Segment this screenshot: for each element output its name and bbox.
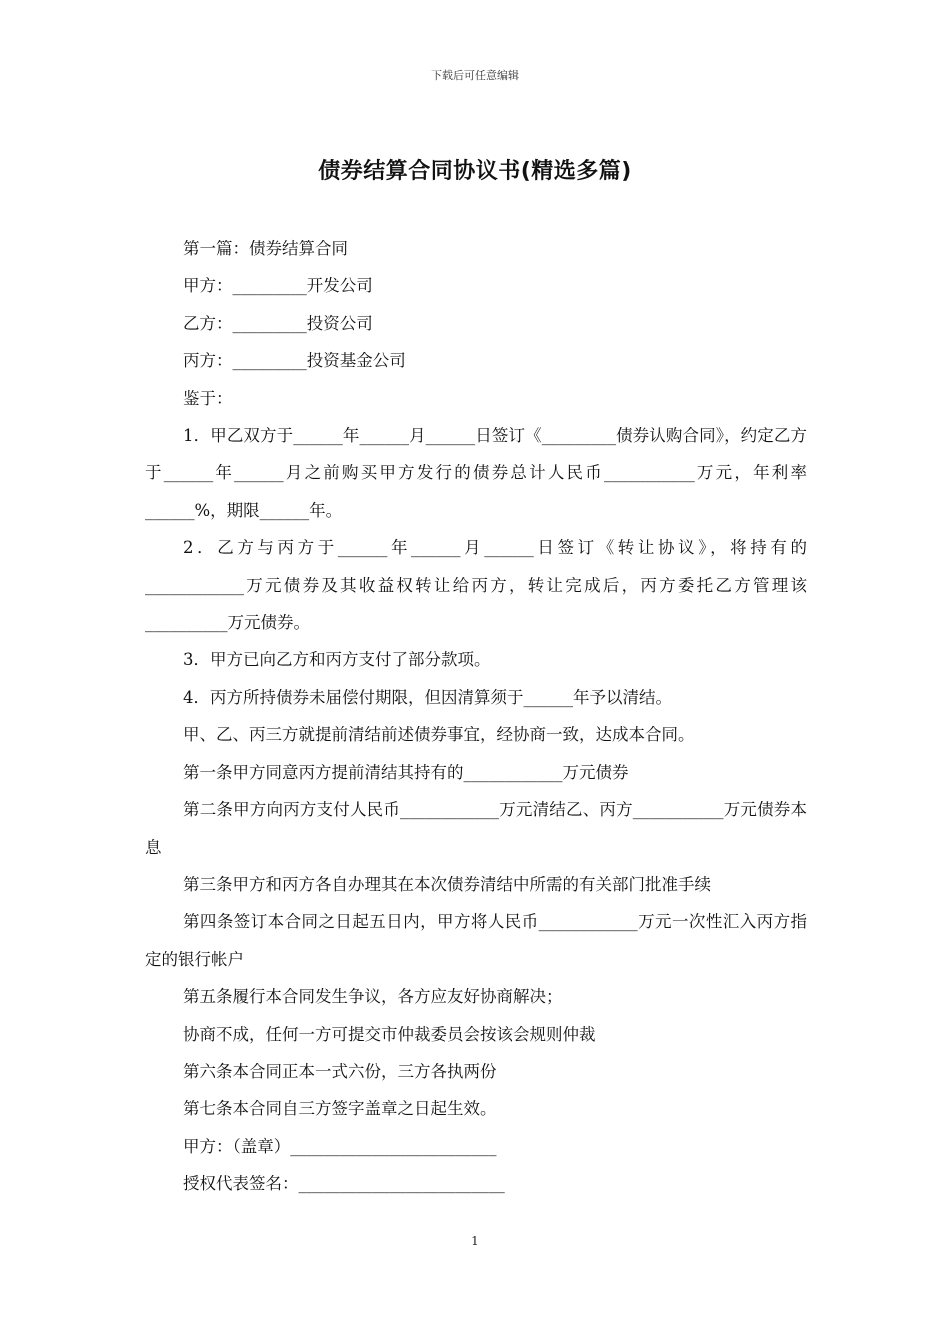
paragraph-article-6: 第六条本合同正本一式六份，三方各执两份 xyxy=(183,1061,497,1081)
paragraph-article-7: 第七条本合同自三方签字盖章之日起生效。 xyxy=(183,1099,497,1119)
paragraph-agreement: 甲、乙、丙三方就提前清结前述债券事宜，经协商一致，达成本合同。 xyxy=(183,725,695,745)
paragraph-section-heading: 第一篇：债券结算合同 xyxy=(183,239,348,258)
page-number: 1 xyxy=(471,1234,479,1248)
header-note: 下载后可任意编辑 xyxy=(431,69,519,82)
signature-line-representative: 授权代表签名：_________________________ xyxy=(183,1174,505,1194)
paragraph-recital-1: 1．甲乙双方于______年______月______日签订《_________债券认购合同》，约定乙方于______年______月之前购买甲方发行的债券总计人民币___________万元，年利率______%，期限______年。 xyxy=(145,426,807,520)
paragraph-whereas: 鉴于： xyxy=(183,388,233,408)
paragraph-party-a: 甲方：_________开发公司 xyxy=(183,276,373,296)
paragraph-article-1: 第一条甲方同意丙方提前清结其持有的____________万元债券 xyxy=(183,762,629,782)
paragraph-arbitration: 协商不成，任何一方可提交市仲裁委员会按该会规则仲裁 xyxy=(183,1024,596,1044)
paragraph-article-5: 第五条履行本合同发生争议，各方应友好协商解决； xyxy=(183,987,563,1007)
paragraph-article-4: 第四条签订本合同之日起五日内，甲方将人民币____________万元一次性汇入丙方指定的银行帐户 xyxy=(145,912,807,969)
paragraph-party-c: 丙方：_________投资基金公司 xyxy=(183,351,406,371)
paragraph-article-2: 第二条甲方向丙方支付人民币____________万元清结乙、丙方___________万元债券本息 xyxy=(145,800,807,857)
paragraph-recital-4: 4．丙方所持债券未届偿付期限，但因清算须于______年予以清结。 xyxy=(183,687,672,707)
paragraph-recital-2: 2．乙方与丙方于______年______月______日签订《转让协议》，将持有的____________万元债券及其收益权转让给丙方，转让完成后，丙方委托乙方管理该__________万元债券。 xyxy=(145,538,807,633)
paragraph-party-b: 乙方：_________投资公司 xyxy=(183,313,373,333)
paragraph-article-3: 第三条甲方和丙方各自办理其在本次债券清结中所需的有关部门批准手续 xyxy=(183,874,711,894)
document-title: 债券结算合同协议书(精选多篇) xyxy=(318,159,632,184)
document-body xyxy=(145,230,807,1203)
signature-line-party-a: 甲方：（盖章）_________________________ xyxy=(183,1136,497,1156)
paragraph-recital-3: 3．甲方已向乙方和丙方支付了部分款项。 xyxy=(183,650,491,670)
